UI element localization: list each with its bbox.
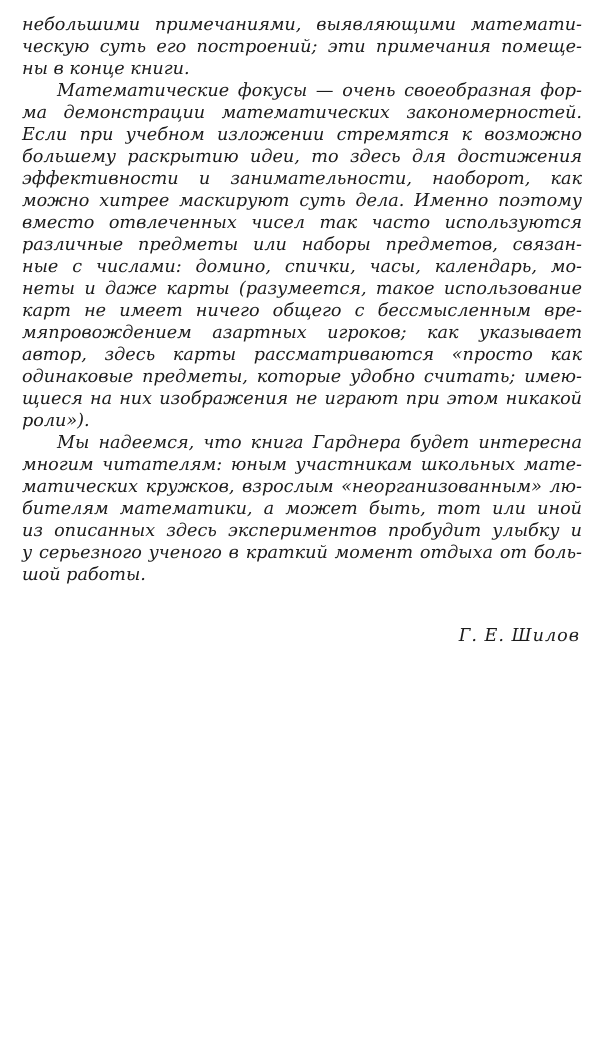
paragraph-2	[22, 80, 582, 432]
text-line: можно хитрее маскируют суть дела. Именно поэтому	[22, 191, 582, 211]
text-line: вместо отвлеченных чисел так часто используются	[22, 213, 582, 233]
text-line: многим читателям: юным участникам школьных мате-	[22, 455, 582, 475]
paragraph-3	[22, 432, 582, 586]
text-line: различные предметы или наборы предметов, связан-	[22, 235, 582, 255]
text-line: Если при учебном изложении стремятся к возможно	[22, 125, 582, 145]
text-line: небольшими примечаниями, выявляющими математи-	[22, 15, 582, 35]
text-line: ческую суть его построений; эти примечания помеще-	[22, 37, 582, 57]
text-line: из описанных здесь экспериментов пробудит улыбку и	[22, 521, 582, 541]
text-line: у серьезного ученого в краткий момент отдыха от боль-	[22, 543, 582, 563]
text-line: ны в конце книги.	[22, 59, 190, 79]
author-signature: Г. Е. Шилов	[458, 626, 580, 646]
text-line: неты и даже карты (разумеется, такое использование	[22, 279, 582, 299]
text-line: карт не имеет ничего общего с бессмысленным вре-	[22, 301, 582, 321]
text-line: щиеся на них изображения не играют при этом никакой	[22, 389, 582, 409]
text-line: роли»).	[22, 411, 90, 431]
text-line: мяпровождением азартных игроков; как указывает	[22, 323, 582, 343]
text-line: матических кружков, взрослым «неорганизованным» лю-	[22, 477, 582, 497]
paragraph-1-continuation	[22, 14, 582, 80]
text-line: Мы надеемся, что книга Гарднера будет интересна	[57, 433, 582, 453]
text-line: большему раскрытию идеи, то здесь для достижения	[22, 147, 582, 167]
text-line: шой работы.	[22, 565, 146, 585]
text-line: ные с числами: домино, спички, часы, календарь, мо-	[22, 257, 582, 277]
text-line: одинаковые предметы, которые удобно считать; имею-	[22, 367, 582, 387]
text-line: автор, здесь карты рассматриваются «просто как	[22, 345, 582, 365]
text-line: ма демонстрации математических закономерностей.	[22, 103, 582, 123]
body-text	[22, 14, 582, 586]
text-line: эффективности и занимательности, наоборот, как	[22, 169, 582, 189]
text-line: бителям математики, а может быть, тот или иной	[22, 499, 582, 519]
text-line: Математические фокусы — очень своеобразная фор-	[57, 81, 582, 101]
